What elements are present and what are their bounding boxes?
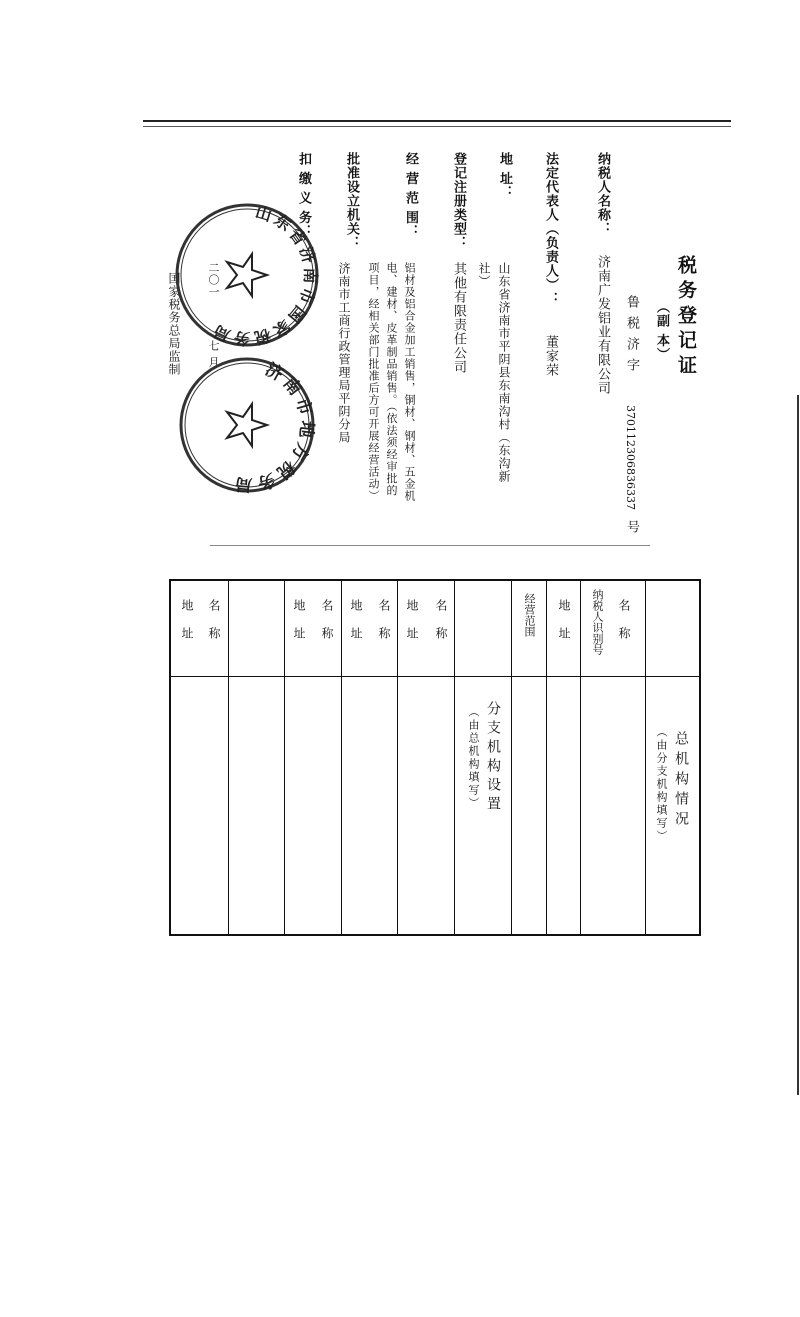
branch-label-address: 地 址 <box>292 599 306 641</box>
certificate-subtitle: （副 本） <box>654 300 669 362</box>
mid-dotted-line <box>210 545 650 546</box>
tax-number-prefix: 鲁税济字 <box>624 295 639 379</box>
approver-label: 批准设立机关： <box>344 152 359 250</box>
tax-number-suffix: 号 <box>624 520 639 534</box>
table-divider <box>284 581 285 934</box>
address-line-2: 社） <box>477 262 491 288</box>
approver: 济南市工商行政管理局平阴分局 <box>337 262 351 444</box>
scope-label: 经 营 范 围： <box>403 152 418 239</box>
branch-section-sub: （由总机构填写） <box>467 706 480 810</box>
withholding-label: 扣 缴 义 务： <box>296 152 311 239</box>
local-tax-seal <box>177 355 317 495</box>
branch-label-name: 名 称 <box>377 599 391 641</box>
table-divider <box>228 581 229 934</box>
institution-table <box>169 579 701 936</box>
branch-label-address: 地 址 <box>349 599 363 641</box>
branch-label-address: 地 址 <box>180 599 194 641</box>
table-label-separator <box>171 676 699 677</box>
top-border-line <box>143 120 731 122</box>
branch-section-title: 分支机构设置 <box>485 701 501 815</box>
table-divider <box>397 581 398 934</box>
hq-section-title: 总机构情况 <box>673 731 689 831</box>
branch-label-name: 名 称 <box>434 599 448 641</box>
branch-label-address: 地 址 <box>405 599 419 641</box>
table-divider <box>341 581 342 934</box>
left-seal-text: 山东省济南市国家税务局 <box>207 202 321 349</box>
taxpayer-name-label: 纳税人名称： <box>595 152 610 236</box>
table-divider <box>580 581 581 934</box>
date-fragment-2: 七 月 <box>207 340 220 369</box>
address-line-1: 山东省济南市平阴县东南沟村（东沟新 <box>497 262 511 483</box>
scope-line-1: 铝材及铝合金加工销售，铜材、钢材、五金机 <box>403 262 416 502</box>
svg-text:济南市地方税务局 <box>230 359 317 495</box>
page-edge-line <box>797 395 799 1095</box>
hq-label-name: 名 称 <box>617 599 631 641</box>
date-fragment: 二〇一 <box>207 262 220 298</box>
legal-rep: 董家荣 <box>543 335 558 377</box>
table-divider <box>454 581 455 934</box>
branch-label-name: 名 称 <box>320 599 334 641</box>
top-border-line-2 <box>143 126 731 127</box>
taxpayer-name: 济南广发铝业有限公司 <box>595 255 610 395</box>
hq-label-tax-id: 纳税人识别号 <box>591 589 604 655</box>
reg-type-label: 登记注册类型： <box>451 152 466 250</box>
table-divider <box>645 581 646 934</box>
legal-rep-label: 法定代表人（负责人）： <box>543 152 558 306</box>
address-label: 地 址： <box>497 152 512 200</box>
hq-label-address: 地 址 <box>557 599 571 641</box>
state-tax-seal <box>172 200 322 350</box>
table-divider <box>511 581 512 934</box>
tax-number: 370112306836337 <box>624 405 637 510</box>
table-divider <box>546 581 547 934</box>
scope-line-3: 项目，经相关部门批准后方可开展经营活动） <box>367 262 380 502</box>
scope-line-2: 电、建材、皮革制品销售。（依法须经审批的 <box>385 262 398 497</box>
reg-type: 其他有限责任公司 <box>451 262 466 374</box>
hq-section-sub: （由分支机构填写） <box>655 726 668 843</box>
footer-text: 国家税务总局监制 <box>167 272 181 376</box>
certificate-title: 税务登记证 <box>675 255 697 380</box>
branch-label-name: 名 称 <box>207 599 221 641</box>
hq-label-scope: 经营范围 <box>523 593 536 637</box>
right-seal-text: 济南市地方税务局 <box>230 359 317 495</box>
